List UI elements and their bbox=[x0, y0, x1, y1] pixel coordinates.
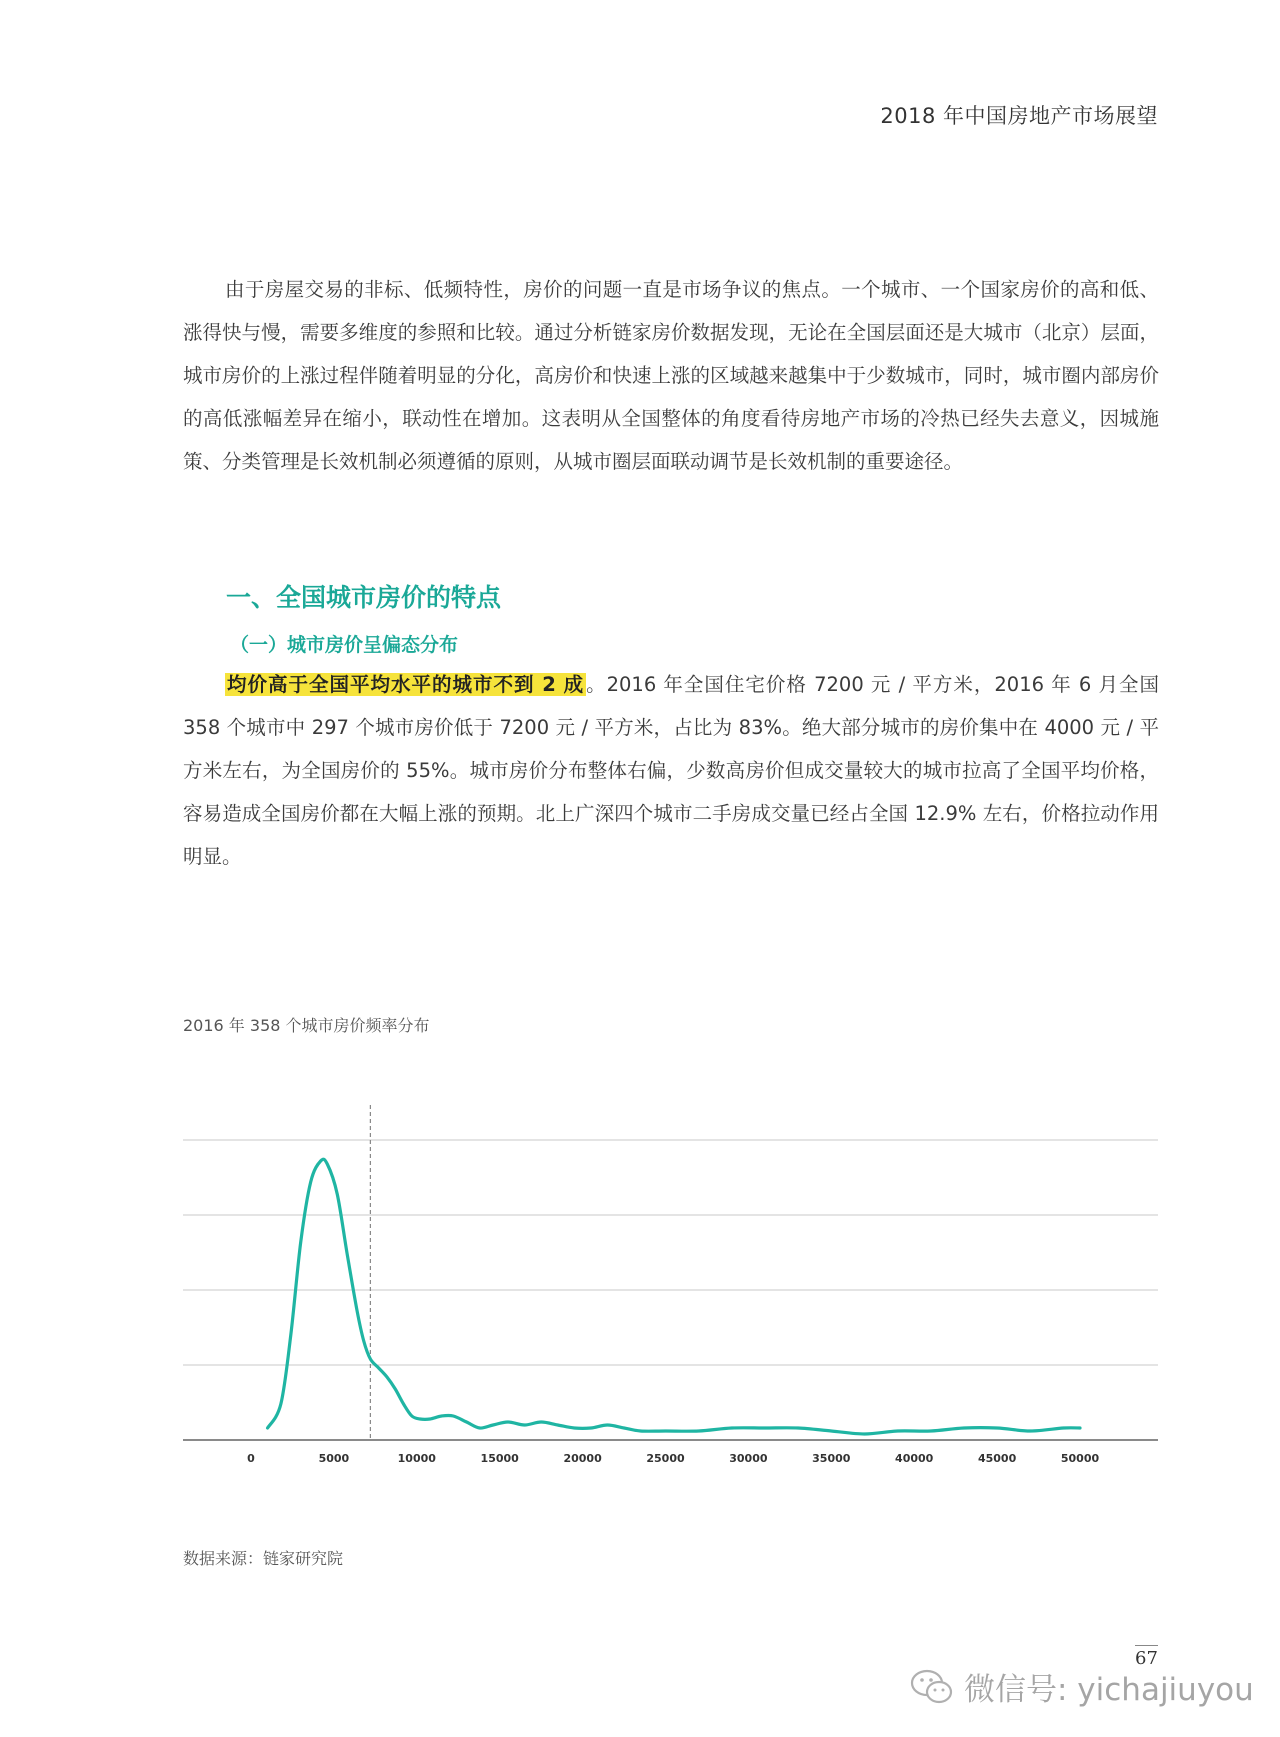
body-text: 。2016 年全国住宅价格 7200 元 / 平方米，2016 年 6 月全国 358 个城市中 297 个城市房价低于 7200 元 / 平方米，占比为 83%。绝大部分城市的房价集中在 4000 元 / 平方米左右，为全国房价的 55%。城市房价分布整体右偏，少数高房价但成交量较大的城市拉高了全国平均价格，容易造成全国房价都在大幅上涨的预期。北上广深四个城市二手房成交量已经占全国 12.9% 左右，价格拉动作用明显。 bbox=[183, 673, 1159, 868]
x-tick-label-20000: 20000 bbox=[563, 1452, 602, 1465]
wechat-icon bbox=[910, 1667, 954, 1707]
header-title: 2018 年中国房地产市场展望 bbox=[880, 104, 1158, 128]
series-line-1 bbox=[268, 1159, 1080, 1434]
chart-axis bbox=[183, 1440, 1158, 1465]
x-tick-label-10000: 10000 bbox=[397, 1452, 436, 1465]
chart-grid bbox=[183, 1140, 1158, 1365]
page-number: 67 bbox=[1135, 1645, 1158, 1669]
x-tick-label-35000: 35000 bbox=[812, 1452, 851, 1465]
watermark-text: 微信号: yichajiuyou bbox=[964, 1672, 1254, 1708]
x-tick-label-40000: 40000 bbox=[895, 1452, 934, 1465]
highlighted-text: 均价高于全国平均水平的城市不到 2 成 bbox=[227, 673, 585, 696]
frequency-chart bbox=[0, 1090, 1280, 1490]
x-tick-label-0: 0 bbox=[247, 1452, 255, 1465]
x-tick-label-50000: 50000 bbox=[1060, 1452, 1100, 1465]
subsection-heading: （一）城市房价呈偏态分布 bbox=[230, 634, 459, 656]
x-tick-label-5000: 5000 bbox=[318, 1452, 350, 1465]
data-source: 数据来源：链家研究院 bbox=[183, 1549, 344, 1568]
watermark bbox=[910, 1664, 1254, 1709]
section-heading: 一、全国城市房价的特点 bbox=[226, 583, 502, 612]
x-tick-label-25000: 25000 bbox=[646, 1452, 685, 1465]
x-tick-label-30000: 30000 bbox=[729, 1452, 768, 1465]
chart-title: 2016 年 358 个城市房价频率分布 bbox=[183, 1016, 430, 1035]
x-tick-label-15000: 15000 bbox=[480, 1452, 519, 1465]
intro-paragraph: 由于房屋交易的非标、低频特性，房价的问题一直是市场争议的焦点。一个城市、一个国家房价的高和低、涨得快与慢，需要多维度的参照和比较。通过分析链家房价数据发现，无论在全国层面还是大城市（北京）层面，城市房价的上涨过程伴随着明显的分化，高房价和快速上涨的区域越来越集中于少数城市，同时，城市圈内部房价的高低涨幅差异在缩小，联动性在增加。这表明从全国整体的角度看待房地产市场的冷热已经失去意义，因城施策、分类管理是长效机制必须遵循的原则，从城市圈层面联动调节是长效机制的重要途径。 bbox=[183, 278, 1159, 473]
x-tick-label-45000: 45000 bbox=[977, 1452, 1017, 1465]
body-paragraph bbox=[183, 663, 1159, 878]
chart-line-layer bbox=[268, 1159, 1080, 1434]
